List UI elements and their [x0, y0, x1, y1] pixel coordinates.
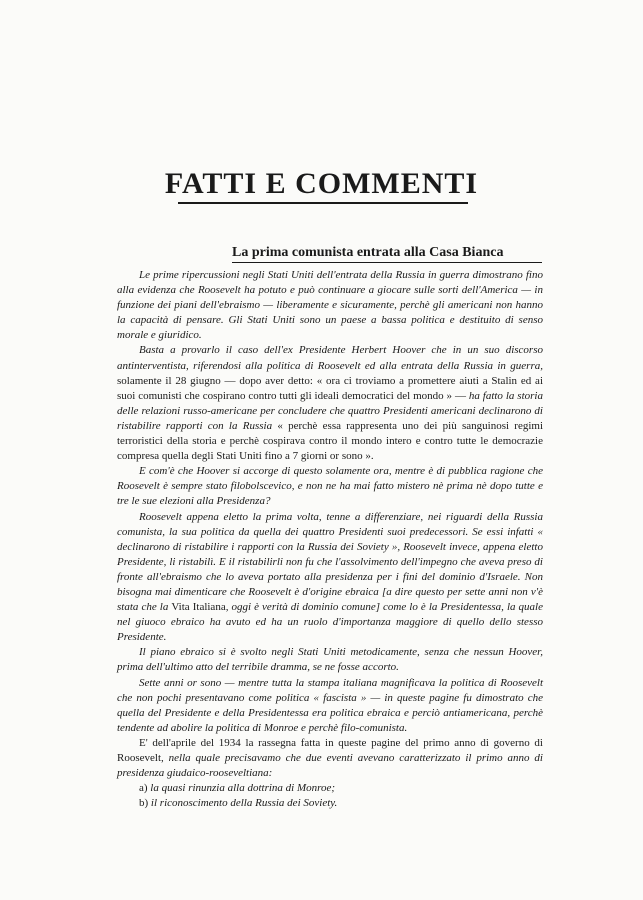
article-body [117, 268, 543, 811]
paragraph-1: Le prime ripercussioni negli Stati Uniti dell'entrata della Russia in guerra dimostrano fino alla evidenza che Roosevelt ha potuto e può continuare a giocare sulle sorti dell'America — in funzione dei piani dell'ebraismo — liberamente e sicuramente, perchè gli americani non hanno la capacità di pensare. Gli Stati Uniti sono un paese a bassa politica e destituito di senso morale e giuridico. [117, 269, 543, 342]
paragraph-6: Sette anni or sono — mentre tutta la stampa italiana magnificava la politica di Roosevelt che non pochi presentavano come politica « fascista » — in queste pagine fu dimostrato che quella del Presidente e della Presidentessa era politica ebraica e perciò antiamericana, perchè tendente ad abolire la politica di Monroe e perchè filo-comunista. [117, 676, 543, 734]
paragraph-4-part-a: Roosevelt appena eletto la prima volta, tenne a differenziare, nei riguardi della Russia comunista, la sua politica da quella dei quattro Presidenti suoi predecessori. Se essi infatti « declinarono di ristabilire i rapporti con la Russia dei Soviety », Roosevelt invece, appena eletto Presidente, li ristabilì. E il ristabilirli non fu che l'assolvimento dell'impegno che aveva preso di fronte all'ebraismo che lo aveva portato alla presidenza per i fini del dominio d'Israele. Non bisogna mai dimenticare che Roosevelt è d'origine ebraica [a dire questo per sette anni non v'è stata che la [117, 510, 543, 614]
paragraph-3: E com'è che Hoover si accorge di questo solamente ora, mentre è di pubblica ragione che Roosevelt è sempre stato filobolscevico, e non ne ha mai fatto mistero nè prima nè dopo tutte e tre le sue elezioni alla Presidenza? [117, 465, 543, 508]
section-heading-underline [232, 262, 542, 263]
title-underline [178, 202, 468, 204]
list-item-text: la quasi rinunzia alla dottrina di Monroe; [147, 782, 336, 795]
paragraph-7-part-b: nella quale precisavamo che due eventi avevano caratterizzato il primo anno di presidenza giudaico-rooseveltiana: [117, 752, 543, 780]
paragraph-2-part-d: « perchè essa rappresenta uno dei più sanguinosi regimi terroristici della storia e perchè cospirava contro il mondo intero e contro tutte le democrazie compresa quella degli Stati Uniti fino a 7 giorni or sono ». [117, 419, 544, 463]
paragraph-2-part-a: Basta a provarlo il caso dell'ex Presidente Herbert Hoover che in un suo discorso antinterventista, riferendosi alla politica di Roosevelt ed alla entrata della Russia in guerra, [117, 344, 543, 372]
paragraph-2-part-c: ha fatto la storia delle relazioni russo-americane per concludere che quattro Presidenti americani declinarono di ristabilire rapporti con la Russia [117, 389, 543, 432]
paragraph-7 [117, 736, 543, 781]
page-title: FATTI E COMMENTI [164, 167, 479, 200]
paragraph-2 [117, 343, 543, 464]
event-list [117, 781, 543, 811]
list-item [117, 796, 543, 811]
list-item [117, 781, 543, 796]
list-marker: b) [139, 797, 149, 810]
list-marker: a) [139, 782, 148, 795]
paragraph-2-part-b: solamente il 28 giugno — dopo aver detto: « ora ci troviamo a promettere aiuti a Stalin ed ai suoi comunisti che cospirano contro tutti gli ideali democratici del mondo » — [117, 374, 543, 402]
paragraph-7-part-a: E' dell'aprile del 1934 la rassegna fatta in queste pagine del primo anno di governo di Roosevelt, [117, 736, 543, 764]
paragraph-4-part-b: Vita Italiana [171, 601, 226, 614]
paragraph-4-part-c: , oggi è verità di dominio comune] come lo è la Presidentessa, la quale nel giuoco ebraico ha avuto ed ha un ruolo d'importanza maggiore di quello dello stesso Presidente. [117, 601, 543, 644]
paragraph-5: Il piano ebraico si è svolto negli Stati Uniti metodicamente, senza che nessun Hoover, prima dell'ultimo atto del terribile dramma, se ne fosse accorto. [117, 646, 543, 674]
list-item-text: il riconoscimento della Russia dei Soviety. [148, 797, 338, 810]
paragraph-4 [117, 510, 543, 646]
section-heading: La prima comunista entrata alla Casa Bianca [232, 245, 504, 260]
